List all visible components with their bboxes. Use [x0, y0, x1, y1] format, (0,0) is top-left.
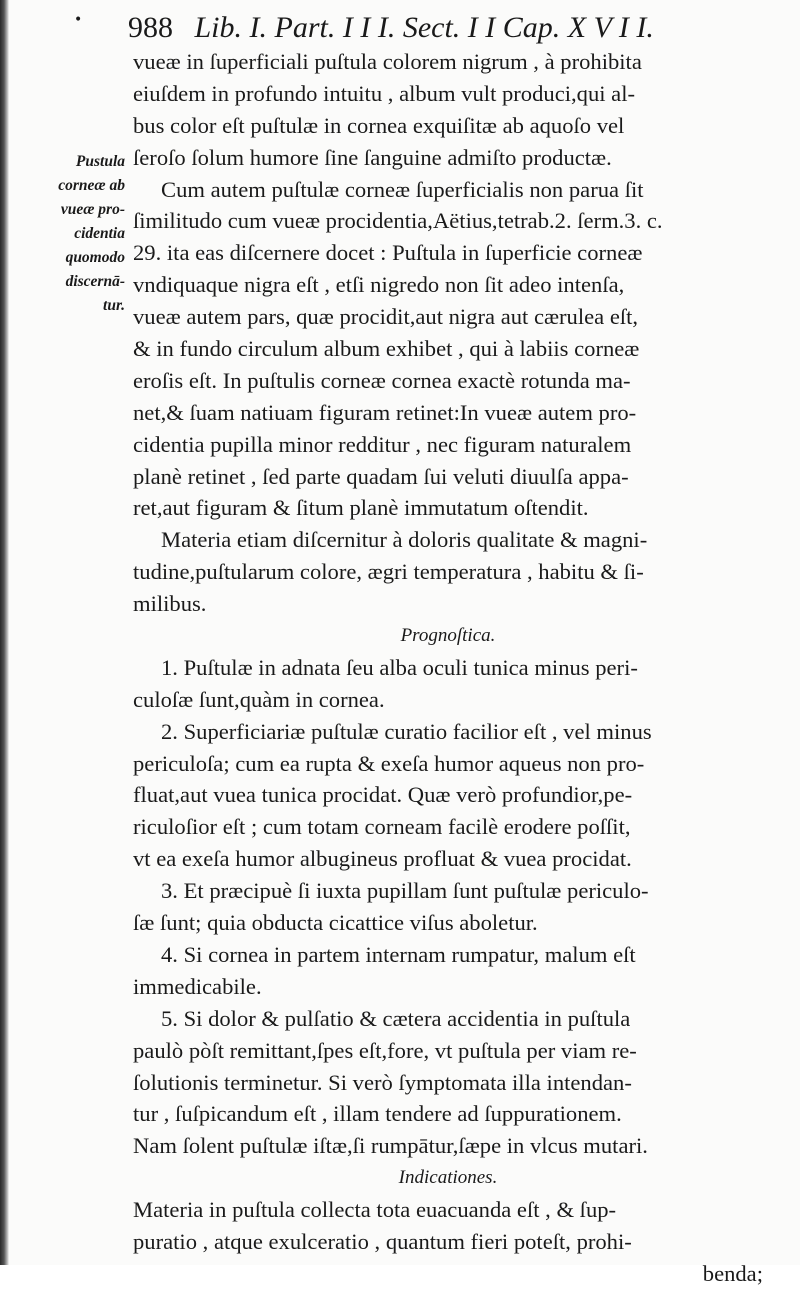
text-line: eiuſdem in profundo intuitu , album vult produci,qui al- — [133, 80, 636, 106]
text-line: milibus. — [133, 591, 207, 617]
margin-note-line: Pustula — [75, 153, 125, 170]
text-line: Cum autem puſtulæ corneæ ſuperficialis non parua ſit — [161, 176, 644, 202]
ink-dot: • — [74, 12, 83, 28]
text-line: bus color eſt puſtulæ in cornea exquiſitæ ab aquoſo vel — [133, 112, 625, 138]
text-line: vt ea exeſa humor albugineus profluat & vuea procidat. — [133, 846, 632, 872]
text-line: 4. Si cornea in partem internam rumpatur, malum eſt — [161, 941, 636, 967]
text-line: ſolutionis terminetur. Si verò ſymptomata illa intendan- — [133, 1069, 632, 1095]
text-line: immedicabile. — [133, 973, 262, 999]
text-line: vndiquaque nigra eſt , etſi nigredo non ſit adeo intenſa, — [133, 272, 625, 298]
text-line: fluat,aut vuea tunica procidat. Quæ verò profundior,pe- — [133, 782, 633, 808]
text-line: cidentia pupilla minor redditur , nec figuram naturalem — [133, 431, 632, 457]
text-line: tudine,puſtularum colore, ægri temperatura , habitu & ſi- — [133, 559, 644, 585]
section-heading-prognostica: Prognoſtica. — [400, 625, 496, 647]
catchword: benda; — [702, 1260, 763, 1286]
text-line: 5. Si dolor & pulſatio & cætera accidentia in puſtula — [161, 1005, 631, 1031]
running-head: Lib. I. Part. I I I. Sect. I I Cap. X V I I. — [194, 11, 654, 44]
section-heading-indicationes: Indicationes. — [398, 1167, 498, 1189]
margin-note-line: tur. — [103, 297, 125, 314]
text-line: Nam ſolent puſtulæ iſtæ,ſi rumpātur,ſæpe in vlcus mutari. — [133, 1133, 648, 1159]
body-text — [133, 46, 763, 1290]
page-binding-edge — [0, 0, 9, 1265]
margin-note — [40, 150, 125, 318]
margin-note-line: vueæ pro- — [60, 201, 125, 218]
text-line: & in fundo circulum album exhibet , qui à labiis corneæ — [133, 336, 640, 362]
text-line: riculoſior eſt ; cum totam corneam facilè erodere poſſit, — [133, 814, 631, 840]
text-line: ret,aut figuram & ſitum planè immutatum oſtendit. — [133, 495, 589, 521]
text-line: 29. ita eas diſcernere docet : Puſtula in ſuperficie corneæ — [133, 240, 643, 266]
text-line: net,& ſuam natiuam figuram retinet:In vueæ autem pro- — [133, 399, 637, 425]
text-line: Materia in puſtula collecta tota euacuanda eſt , & ſup- — [133, 1197, 617, 1223]
margin-note-line: quomodo — [65, 249, 125, 266]
text-line: ſeroſo ſolum humore ſine ſanguine admiſto productæ. — [133, 144, 612, 170]
text-line: 3. Et præcipuè ſi iuxta pupillam ſunt puſtulæ periculo- — [161, 878, 649, 904]
text-line: ſimilitudo cum vueæ procidentia,Aëtius,tetrab.2. ſerm.3. c. — [133, 208, 663, 234]
margin-note-line: cidentia — [74, 225, 125, 242]
text-line: 2. Superficiariæ puſtulæ curatio facilior eſt , vel minus — [161, 718, 652, 744]
margin-note-line: discernā- — [65, 273, 125, 290]
text-line: ſæ ſunt; quia obducta cicattice viſus aboletur. — [133, 910, 538, 936]
text-line: 1. Puſtulæ in adnata ſeu alba oculi tunica minus peri- — [161, 654, 638, 680]
page-number: 988 — [128, 11, 173, 44]
text-line: tur , ſuſpicandum eſt , illam tendere ad ſuppurationem. — [133, 1101, 622, 1127]
text-line: planè retinet , ſed parte quadam ſui veluti diuulſa appa- — [133, 463, 629, 489]
margin-note-line: corneæ ab — [58, 177, 125, 194]
text-line: vueæ autem pars, quæ procidit,aut nigra aut cærulea eſt, — [133, 304, 639, 330]
text-line: periculoſa; cum ea rupta & exeſa humor aqueus non pro- — [133, 750, 645, 776]
text-line: eroſis eſt. In puſtulis corneæ cornea exactè rotunda ma- — [133, 367, 631, 393]
text-line: Materia etiam diſcernitur à doloris qualitate & magni- — [161, 527, 648, 553]
text-line: paulò pòſt remittant,ſpes eſt,fore, vt puſtula per viam re- — [133, 1037, 637, 1063]
text-line: culoſæ ſunt,quàm in cornea. — [133, 686, 385, 712]
text-line: vueæ in ſuperficiali puſtula colorem nigrum , à prohibita — [133, 49, 642, 74]
page-header — [128, 8, 768, 48]
text-line: puratio , atque exulceratio , quantum fieri poteſt, prohi- — [133, 1228, 632, 1254]
